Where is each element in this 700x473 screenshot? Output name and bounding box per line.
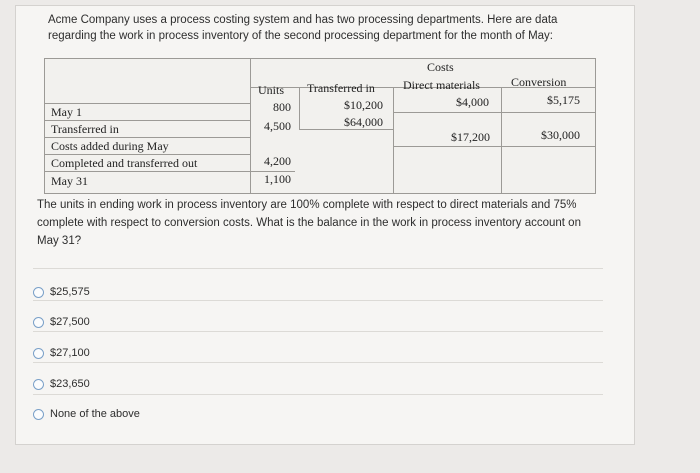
intro-text: Acme Company uses a process costing system and has two processing departments. Here are data regarding the work in process inventory of the second processing department for the month of May: [48, 14, 558, 42]
costs-header: Costs [427, 60, 454, 74]
column-header-conversion: Conversion [511, 75, 567, 89]
answer-option-3[interactable] [33, 345, 90, 361]
direct-materials-may-1: $4,000 [456, 95, 489, 109]
answer-option-1[interactable] [33, 284, 90, 300]
row-label-transferred-in: Transferred in [51, 122, 119, 136]
option-label: None of the above [50, 408, 140, 420]
units-may-1: 800 [273, 100, 291, 114]
answer-option-5[interactable] [33, 406, 140, 422]
radio-button[interactable] [33, 348, 44, 359]
option-label: $27,100 [50, 347, 90, 359]
transferred-in-may-1: $10,200 [344, 98, 383, 112]
option-label: $23,650 [50, 378, 90, 390]
direct-materials-added: $17,200 [451, 130, 490, 144]
question-text: The units in ending work in process inventory are 100% complete with respect to direct materials and 75% complete with respect to conversion costs. What is the balance in the work in process inventory account on May 31? [37, 199, 581, 247]
separator [33, 331, 603, 332]
units-transferred-in: 4,500 [264, 119, 291, 133]
separator [33, 362, 603, 363]
row-label-completed: Completed and transferred out [51, 156, 198, 170]
column-header-direct-materials: Direct materials [403, 78, 480, 92]
transferred-in-added: $64,000 [344, 115, 383, 129]
conversion-may-1: $5,175 [547, 93, 580, 107]
column-header-units: Units [258, 83, 285, 97]
answer-option-2[interactable] [33, 314, 90, 330]
option-label: $27,500 [50, 316, 90, 328]
separator [33, 268, 603, 269]
row-label-may-1: May 1 [51, 105, 82, 119]
option-label: $25,575 [50, 286, 90, 298]
separator [33, 394, 603, 395]
row-label-costs-added: Costs added during May [51, 139, 169, 153]
units-completed: 4,200 [264, 154, 291, 168]
radio-button[interactable] [33, 287, 44, 298]
radio-button[interactable] [33, 379, 44, 390]
column-header-transferred-in: Transferred in [307, 81, 375, 95]
cost-table [44, 58, 596, 194]
radio-button[interactable] [33, 317, 44, 328]
row-label-may-31: May 31 [51, 174, 88, 188]
conversion-added: $30,000 [541, 128, 580, 142]
separator [33, 300, 603, 301]
answer-option-4[interactable] [33, 376, 90, 392]
radio-button[interactable] [33, 409, 44, 420]
units-may-31: 1,100 [264, 172, 291, 186]
